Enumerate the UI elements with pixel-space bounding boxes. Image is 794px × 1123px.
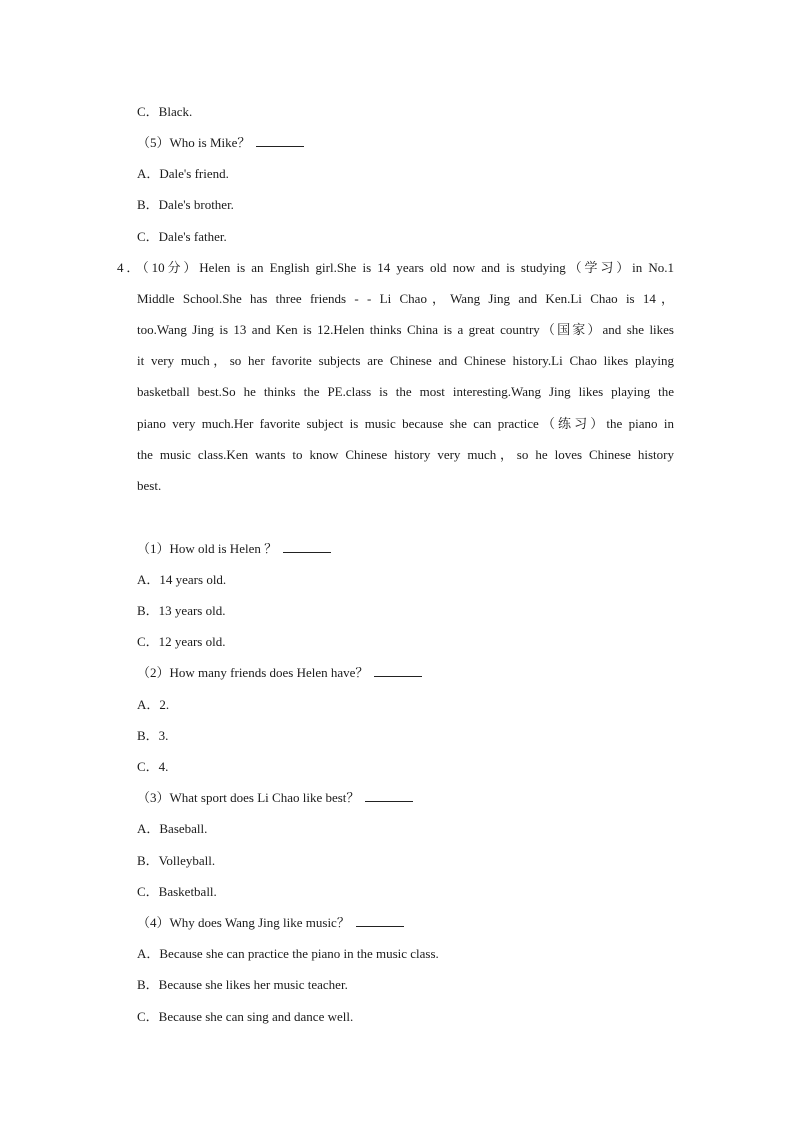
option-c: C．4. bbox=[137, 759, 169, 774]
reading-passage bbox=[117, 260, 674, 291]
passage-line: Middle School.She has three friends - - Li Chao，Wang Jing and Ken.Li Chao is 14， bbox=[137, 291, 674, 306]
question-stem: （3）What sport does Li Chao like best？ bbox=[137, 790, 360, 805]
option-b: B．Dale's brother. bbox=[137, 197, 234, 212]
question-5 bbox=[137, 135, 304, 151]
passage-line: it very much，so her favorite subjects are Chinese and Chinese history.Li Chao likes playing bbox=[137, 353, 674, 368]
passage-line: basketball best.So he thinks the PE.class is the most interesting.Wang Jing likes playing the bbox=[137, 384, 674, 399]
passage-first-line: 4．（10分）Helen is an English girl.She is 14 years old now and is studying（学习）in No.1 bbox=[117, 260, 674, 275]
answer-blank[interactable] bbox=[256, 135, 304, 147]
question-stem: （1）How old is Helen ？ bbox=[137, 541, 278, 556]
option-a: A．14 years old. bbox=[137, 572, 227, 587]
option-c: C．Basketball. bbox=[137, 884, 217, 899]
option-c: C．Dale's father. bbox=[137, 229, 227, 244]
option-a: A．Baseball. bbox=[137, 821, 208, 836]
option-c: C．Because she can sing and dance well. bbox=[137, 1009, 354, 1024]
question-1 bbox=[137, 541, 331, 557]
option-b: B．13 years old. bbox=[137, 603, 226, 618]
question-stem: （5）Who is Mike？ bbox=[137, 135, 251, 150]
passage-line: best. bbox=[137, 478, 162, 493]
option-b: B．Because she likes her music teacher. bbox=[137, 977, 348, 992]
question-stem: （4）Why does Wang Jing like music？ bbox=[137, 915, 350, 930]
question-4 bbox=[137, 915, 404, 931]
option-b: B．3. bbox=[137, 728, 169, 743]
option-c: C．Black. bbox=[137, 104, 193, 119]
passage-line: piano very much.Her favorite subject is music because she can practice（练习）the piano in bbox=[137, 416, 674, 431]
answer-blank[interactable] bbox=[365, 790, 413, 802]
option-a: A．2. bbox=[137, 697, 170, 712]
answer-blank[interactable] bbox=[356, 915, 404, 927]
answer-blank[interactable] bbox=[374, 665, 422, 677]
passage-line: the music class.Ken wants to know Chinese history very much，so he loves Chinese history bbox=[137, 447, 674, 462]
question-2 bbox=[137, 665, 422, 681]
question-stem: （2）How many friends does Helen have？ bbox=[137, 665, 369, 680]
answer-blank[interactable] bbox=[283, 541, 331, 553]
option-a: A．Dale's friend. bbox=[137, 166, 229, 181]
option-c: C．12 years old. bbox=[137, 634, 226, 649]
option-a: A．Because she can practice the piano in the music class. bbox=[137, 946, 439, 961]
question-3 bbox=[137, 790, 413, 806]
passage-line: too.Wang Jing is 13 and Ken is 12.Helen thinks China is a great country（国家）and she likes bbox=[137, 322, 674, 337]
option-b: B．Volleyball. bbox=[137, 853, 216, 868]
